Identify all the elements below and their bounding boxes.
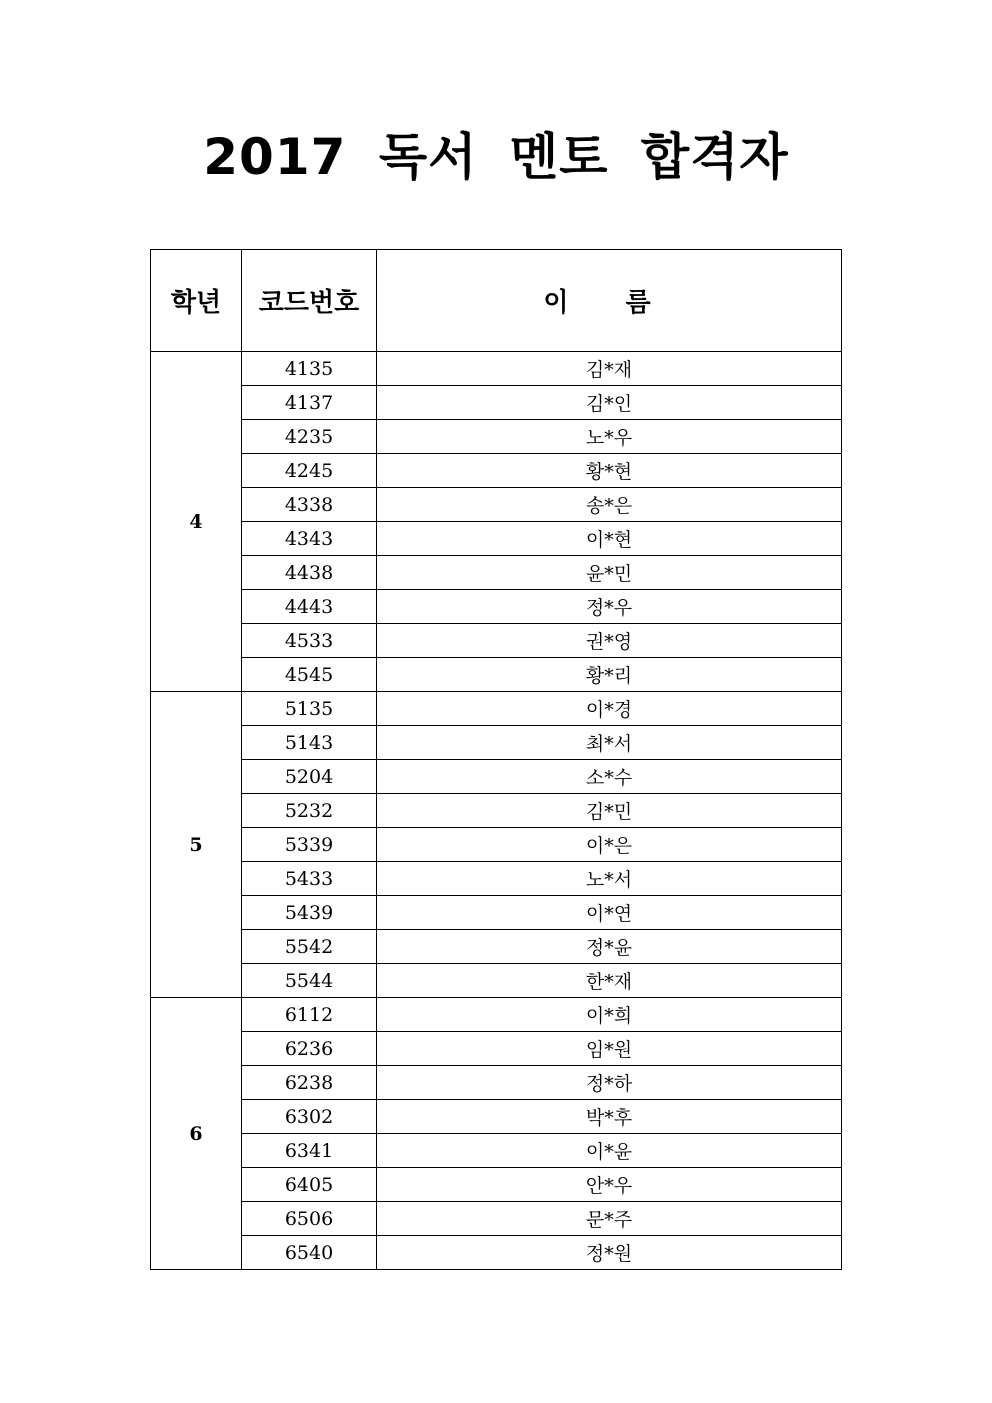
table-row — [151, 998, 842, 1032]
name-cell: 임*원 — [377, 1032, 842, 1066]
table-row — [151, 522, 842, 556]
name-cell: 노*우 — [377, 420, 842, 454]
name-cell: 이*연 — [377, 896, 842, 930]
code-cell: 4338 — [242, 488, 377, 522]
name-cell: 소*수 — [377, 760, 842, 794]
code-cell: 5542 — [242, 930, 377, 964]
name-cell: 정*원 — [377, 1236, 842, 1270]
document-title: 2017 독서 멘토 합격자 — [203, 128, 789, 186]
code-cell: 4438 — [242, 556, 377, 590]
table-row — [151, 624, 842, 658]
code-cell: 6540 — [242, 1236, 377, 1270]
code-cell: 6236 — [242, 1032, 377, 1066]
table-row — [151, 896, 842, 930]
name-cell: 권*영 — [377, 624, 842, 658]
table-row — [151, 794, 842, 828]
name-cell: 김*민 — [377, 794, 842, 828]
code-cell: 6302 — [242, 1100, 377, 1134]
table-header-row — [151, 250, 842, 352]
grade-cell: 4 — [151, 352, 242, 692]
grade-cell: 5 — [151, 692, 242, 998]
table-row — [151, 1066, 842, 1100]
code-cell: 6405 — [242, 1168, 377, 1202]
name-cell: 송*은 — [377, 488, 842, 522]
table-row — [151, 556, 842, 590]
mentor-roster-table — [150, 249, 842, 1270]
name-cell: 이*경 — [377, 692, 842, 726]
code-cell: 5135 — [242, 692, 377, 726]
code-cell: 5433 — [242, 862, 377, 896]
header-name: 이 름 — [377, 250, 842, 352]
code-cell: 4533 — [242, 624, 377, 658]
name-cell: 안*우 — [377, 1168, 842, 1202]
name-cell: 문*주 — [377, 1202, 842, 1236]
table-row — [151, 930, 842, 964]
code-cell: 4545 — [242, 658, 377, 692]
table-row — [151, 1168, 842, 1202]
name-cell: 황*리 — [377, 658, 842, 692]
header-code: 코드번호 — [242, 250, 377, 352]
name-cell: 노*서 — [377, 862, 842, 896]
code-cell: 5232 — [242, 794, 377, 828]
name-cell: 김*인 — [377, 386, 842, 420]
table-row — [151, 726, 842, 760]
name-cell: 이*은 — [377, 828, 842, 862]
code-cell: 6238 — [242, 1066, 377, 1100]
code-cell: 4443 — [242, 590, 377, 624]
table-row — [151, 420, 842, 454]
table-row — [151, 352, 842, 386]
grade-cell: 6 — [151, 998, 242, 1270]
code-cell: 4235 — [242, 420, 377, 454]
name-cell: 최*서 — [377, 726, 842, 760]
name-cell: 정*윤 — [377, 930, 842, 964]
name-cell: 정*하 — [377, 1066, 842, 1100]
table-body — [151, 352, 842, 1270]
table-row — [151, 1134, 842, 1168]
name-cell: 이*희 — [377, 998, 842, 1032]
code-cell: 5143 — [242, 726, 377, 760]
code-cell: 6112 — [242, 998, 377, 1032]
table-row — [151, 1100, 842, 1134]
code-cell: 6341 — [242, 1134, 377, 1168]
table-row — [151, 862, 842, 896]
header-grade: 학년 — [151, 250, 242, 352]
table-row — [151, 658, 842, 692]
table-row — [151, 1202, 842, 1236]
table-row — [151, 1236, 842, 1270]
table-row — [151, 1032, 842, 1066]
name-cell: 이*윤 — [377, 1134, 842, 1168]
table-row — [151, 488, 842, 522]
table-row — [151, 760, 842, 794]
code-cell: 4137 — [242, 386, 377, 420]
code-cell: 5544 — [242, 964, 377, 998]
table-row — [151, 454, 842, 488]
code-cell: 5204 — [242, 760, 377, 794]
name-cell: 윤*민 — [377, 556, 842, 590]
code-cell: 5339 — [242, 828, 377, 862]
name-cell: 김*재 — [377, 352, 842, 386]
name-cell: 정*우 — [377, 590, 842, 624]
code-cell: 4343 — [242, 522, 377, 556]
name-cell: 박*후 — [377, 1100, 842, 1134]
table-row — [151, 828, 842, 862]
table-row — [151, 386, 842, 420]
name-cell: 황*현 — [377, 454, 842, 488]
name-cell: 한*재 — [377, 964, 842, 998]
code-cell: 4245 — [242, 454, 377, 488]
code-cell: 6506 — [242, 1202, 377, 1236]
code-cell: 4135 — [242, 352, 377, 386]
name-cell: 이*현 — [377, 522, 842, 556]
table-row — [151, 590, 842, 624]
table-row — [151, 692, 842, 726]
code-cell: 5439 — [242, 896, 377, 930]
table-row — [151, 964, 842, 998]
